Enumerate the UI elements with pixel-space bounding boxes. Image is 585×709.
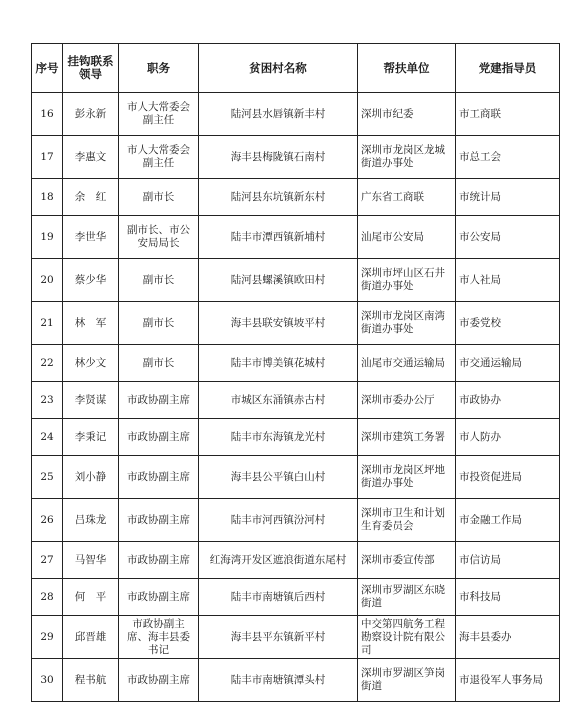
row-support-unit: 深圳市龙岗区南湾街道办事处 [358, 302, 456, 345]
table-row [32, 456, 560, 499]
row-village: 陆河县水唇镇新丰村 [199, 93, 358, 136]
row-index: 25 [32, 456, 63, 499]
row-position: 副市长、市公安局局长 [119, 216, 199, 259]
row-position: 副市长 [119, 345, 199, 382]
row-leader: 李世华 [63, 216, 119, 259]
row-support-unit: 深圳市委办公厅 [358, 382, 456, 419]
table-row [32, 542, 560, 579]
row-party-guide: 市交通运输局 [456, 345, 560, 382]
row-support-unit: 深圳市罗湖区东晓街道 [358, 579, 456, 616]
row-party-guide: 市金融工作局 [456, 499, 560, 542]
row-support-unit: 深圳市委宣传部 [358, 542, 456, 579]
header-party-guide: 党建指导员 [456, 44, 560, 93]
table-row [32, 579, 560, 616]
row-position: 副市长 [119, 259, 199, 302]
row-village: 陆丰市南塘镇后西村 [199, 579, 358, 616]
row-party-guide: 市工商联 [456, 93, 560, 136]
row-support-unit: 深圳市坪山区石井街道办事处 [358, 259, 456, 302]
row-support-unit: 中交第四航务工程勘察设计院有限公司 [358, 616, 456, 659]
row-position: 市政协副主席 [119, 659, 199, 702]
row-index: 22 [32, 345, 63, 382]
row-index: 30 [32, 659, 63, 702]
row-position: 市人大常委会副主任 [119, 93, 199, 136]
row-support-unit: 汕尾市交通运输局 [358, 345, 456, 382]
row-party-guide: 市公安局 [456, 216, 560, 259]
table-row [32, 499, 560, 542]
row-support-unit: 深圳市纪委 [358, 93, 456, 136]
row-leader: 李贤谋 [63, 382, 119, 419]
table-header-row [32, 44, 560, 93]
row-support-unit: 深圳市罗湖区笋岗街道 [358, 659, 456, 702]
table-row [32, 259, 560, 302]
row-leader: 余 红 [63, 179, 119, 216]
row-index: 16 [32, 93, 63, 136]
row-position: 副市长 [119, 179, 199, 216]
row-party-guide: 市信访局 [456, 542, 560, 579]
row-village: 红海湾开发区遮浪街道东尾村 [199, 542, 358, 579]
row-support-unit: 深圳市龙岗区龙城街道办事处 [358, 136, 456, 179]
row-index: 23 [32, 382, 63, 419]
table-row [32, 136, 560, 179]
document-page [31, 43, 559, 702]
row-support-unit: 汕尾市公安局 [358, 216, 456, 259]
header-position: 职务 [119, 44, 199, 93]
row-leader: 林少文 [63, 345, 119, 382]
row-village: 海丰县平东镇新平村 [199, 616, 358, 659]
row-position: 市政协副主席 [119, 456, 199, 499]
row-village: 陆丰市东海镇龙光村 [199, 419, 358, 456]
table-row [32, 93, 560, 136]
row-party-guide: 市人防办 [456, 419, 560, 456]
row-party-guide: 市统计局 [456, 179, 560, 216]
header-village: 贫困村名称 [199, 44, 358, 93]
row-leader: 马智华 [63, 542, 119, 579]
row-village: 海丰县联安镇坡平村 [199, 302, 358, 345]
row-party-guide: 市委党校 [456, 302, 560, 345]
table-row [32, 345, 560, 382]
row-index: 26 [32, 499, 63, 542]
row-leader: 何 平 [63, 579, 119, 616]
table-row [32, 419, 560, 456]
row-party-guide: 市政协办 [456, 382, 560, 419]
row-index: 24 [32, 419, 63, 456]
header-support-unit: 帮扶单位 [358, 44, 456, 93]
row-leader: 吕珠龙 [63, 499, 119, 542]
row-support-unit: 深圳市龙岗区坪地街道办事处 [358, 456, 456, 499]
row-party-guide: 海丰县委办 [456, 616, 560, 659]
row-position: 市政协副主席 [119, 542, 199, 579]
row-village: 陆丰市博美镇花城村 [199, 345, 358, 382]
row-village: 陆河县螺溪镇欧田村 [199, 259, 358, 302]
header-index: 序号 [32, 44, 63, 93]
table-row [32, 216, 560, 259]
row-party-guide: 市人社局 [456, 259, 560, 302]
table-row [32, 616, 560, 659]
header-leader: 挂钩联系领导 [63, 44, 119, 93]
row-leader: 林 军 [63, 302, 119, 345]
row-support-unit: 广东省工商联 [358, 179, 456, 216]
row-position: 市政协副主席 [119, 382, 199, 419]
row-leader: 李秉记 [63, 419, 119, 456]
row-leader: 邱晋雄 [63, 616, 119, 659]
row-village: 陆丰市南塘镇潭头村 [199, 659, 358, 702]
row-position: 市政协副主席 [119, 419, 199, 456]
row-position: 市政协副主席 [119, 579, 199, 616]
row-index: 27 [32, 542, 63, 579]
row-index: 17 [32, 136, 63, 179]
row-party-guide: 市总工会 [456, 136, 560, 179]
row-support-unit: 深圳市卫生和计划生育委员会 [358, 499, 456, 542]
row-index: 28 [32, 579, 63, 616]
table-row [32, 179, 560, 216]
row-village: 陆丰市河西镇汾河村 [199, 499, 358, 542]
row-index: 19 [32, 216, 63, 259]
row-village: 市城区东涌镇赤古村 [199, 382, 358, 419]
row-village: 陆丰市潭西镇新埔村 [199, 216, 358, 259]
row-position: 市人大常委会副主任 [119, 136, 199, 179]
row-position: 市政协副主席 [119, 499, 199, 542]
row-support-unit: 深圳市建筑工务署 [358, 419, 456, 456]
row-leader: 李惠文 [63, 136, 119, 179]
table-row [32, 659, 560, 702]
row-party-guide: 市退役军人事务局 [456, 659, 560, 702]
row-leader: 程书航 [63, 659, 119, 702]
table-row [32, 382, 560, 419]
row-index: 29 [32, 616, 63, 659]
row-village: 海丰县公平镇白山村 [199, 456, 358, 499]
row-leader: 蔡少华 [63, 259, 119, 302]
row-index: 18 [32, 179, 63, 216]
row-index: 20 [32, 259, 63, 302]
row-village: 海丰县梅陇镇石南村 [199, 136, 358, 179]
row-party-guide: 市投资促进局 [456, 456, 560, 499]
poverty-village-assignment-table [31, 43, 560, 702]
row-index: 21 [32, 302, 63, 345]
row-party-guide: 市科技局 [456, 579, 560, 616]
row-position: 副市长 [119, 302, 199, 345]
row-leader: 彭永新 [63, 93, 119, 136]
row-leader: 刘小静 [63, 456, 119, 499]
table-row [32, 302, 560, 345]
row-village: 陆河县东坑镇新东村 [199, 179, 358, 216]
row-position: 市政协副主席、海丰县委书记 [119, 616, 199, 659]
